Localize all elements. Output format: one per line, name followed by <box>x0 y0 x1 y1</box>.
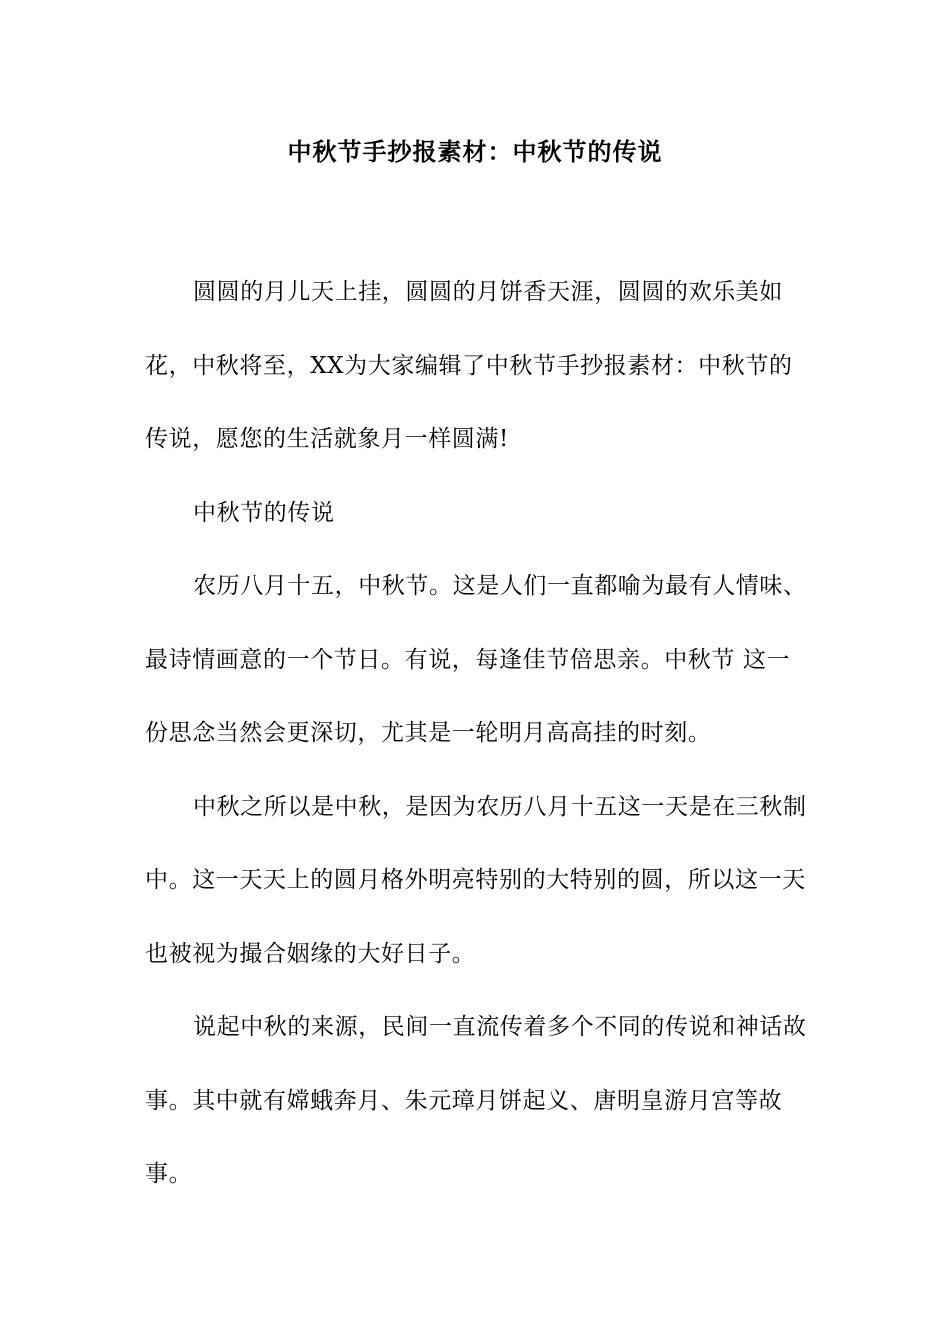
paragraph-intro: 圆圆的月儿天上挂，圆圆的月饼香天涯，圆圆的欢乐美如花，中秋将至，XX为大家编辑了中秋节手抄报素材：中秋节的传说，愿您的生活就象月一样圆满! <box>145 279 793 452</box>
paragraph-mid-autumn: 中秋之所以是中秋，是因为农历八月十五这一天是在三秋制中。这一天天上的圆月格外明亮特别的大特别的圆，所以这一天也被视为撮合姻缘的大好日子。 <box>145 793 807 967</box>
document-title: 中秋节手抄报素材：中秋节的传说 <box>287 137 663 166</box>
paragraph-festival: 农历八月十五，中秋节。这是人们一直都喻为最有人情味、最诗情画意的一个节日。有说，每逢佳节倍思亲。中秋节 这一份思念当然会更深切，尤其是一轮明月高高挂的时刻。 <box>145 573 807 746</box>
paragraph-origin: 说起中秋的来源，民间一直流传着多个不同的传说和神话故事。其中就有嫦蛾奔月、朱元璋月饼起义、唐明皇游月宫等故事。 <box>145 1014 807 1187</box>
document-body <box>145 256 810 1212</box>
section-heading: 中秋节的传说 <box>193 499 335 526</box>
